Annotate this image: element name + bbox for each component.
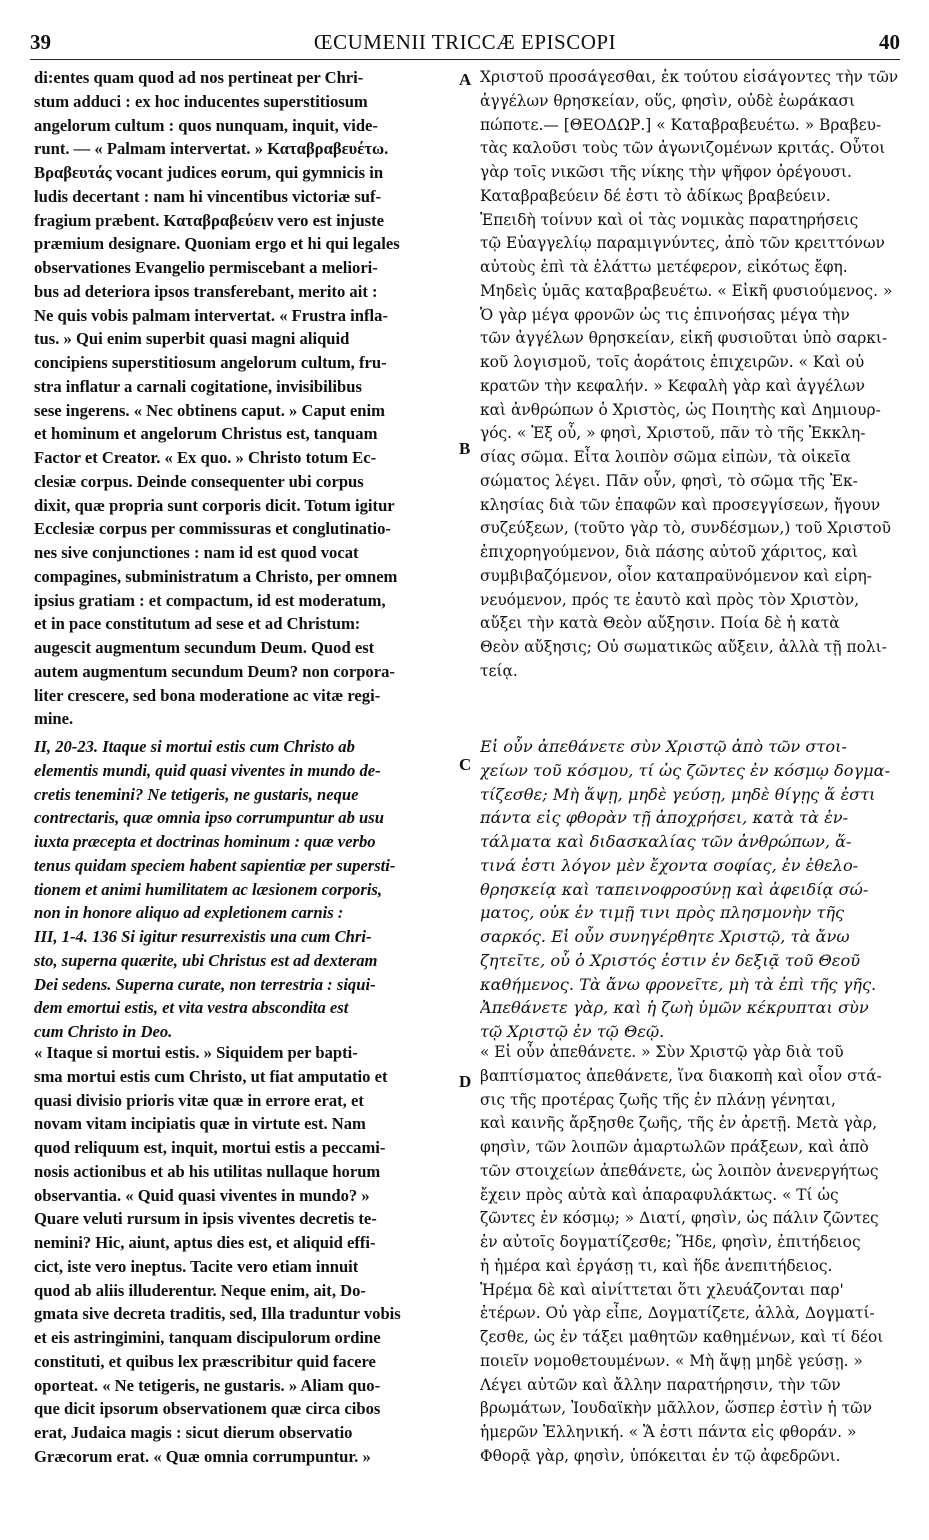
text-line: ζῶντες ἐν κόσμῳ; » Διατί, φησὶν, ὡς πάλιν ζῶντες: [480, 1209, 879, 1228]
text-line: iuxta præcepta et doctrinas hominum : quæ verbo: [34, 832, 376, 851]
text-line: autem augmentum secundum Deum? non corpora-: [34, 661, 395, 681]
text-line: Λέγει αὐτῶν καὶ ἄλλην παρατήρησιν, τὴν τῶν: [480, 1375, 841, 1394]
text-line: αὐτοὺς ἐπὶ τὰ ἐλάττω μετέφερον, εἰκότως ἔφη.: [480, 258, 848, 276]
text-line: stum adduci : ex hoc inducentes superstitiosum: [34, 91, 368, 111]
margin-letter-c: C: [459, 755, 472, 774]
text-line: sese ingerens. « Nec obtinens caput. » Caput enim: [34, 400, 385, 420]
text-line: « Εἰ οὖν ἀπεθάνετε. » Σὺν Χριστῷ γὰρ διὰ τοῦ: [480, 1043, 844, 1061]
text-line: stra inflatur a carnali cogitatione, invisibilibus: [34, 376, 362, 396]
text-line: liter crescere, sed bona moderatione ac vitæ regi-: [34, 685, 381, 705]
text-line: καὶ ἀνθρώπων ὁ Χριστὸς, ὡς Ποιητὴς καὶ Δημιουρ-: [480, 400, 881, 419]
text-line: observationes Evangelio permiscebant a meliori-: [34, 258, 378, 277]
text-line: Χριστοῦ προσάγεσθαι, ἐκ τούτου εἰσάγοντες τὴν τῶν: [480, 68, 899, 86]
text-line: θρησκείᾳ καὶ ταπεινοφροσύνῃ καὶ ἀφειδίᾳ σώ-: [480, 879, 869, 899]
text-line: ζητεῖτε, οὗ ὁ Χριστός ἐστιν ἐν δεξιᾷ τοῦ Θεοῦ: [480, 950, 861, 970]
text-line: τῷ Χριστῷ ἐν τῷ Θεῷ.: [480, 1022, 665, 1041]
text-line: πώποτε.— [ΘΕΟΔΩΡ.] « Καταβραβευέτω. » Βραβευ-: [480, 115, 882, 134]
text-line: sto, superna quærite, ubi Christus est ad dexteram: [34, 950, 378, 970]
text-line: τινά ἐστι λόγον μὲν ἔχοντα σοφίας, ἐν ἐθελο-: [480, 855, 859, 875]
text-line: nemini? Hic, aiunt, aptus dies est, et aliquid effi-: [34, 1233, 376, 1252]
text-line: III, 1-4. 136 Si igitur resurrexistis una cum Chri-: [34, 927, 372, 946]
text-line: quasi divisio prioris vitæ quæ in errore erat, et: [34, 1090, 364, 1110]
text-line: κρατῶν τὴν κεφαλήν. » Κεφαλὴ γὰρ καὶ ἀγγέλων: [480, 376, 865, 395]
text-line: ipsius gratiam : et compactum, id est moderatum,: [34, 590, 386, 610]
text-line: nosis actionibus et ab his utilitas nullaque horum: [34, 1161, 381, 1181]
text-line: πάντα εἰς φθορὰν τῇ ἀποχρήσει, κατὰ τὰ ἐν-: [480, 808, 849, 828]
text-line: clesiæ corpus. Deinde consequenter ubi corpus: [34, 471, 364, 491]
text-line: Ὁ γὰρ μέγα φρονῶν ὡς τις ἐπινοήσας μέγα τὴν: [480, 305, 850, 324]
page-number-right: 40: [879, 30, 900, 54]
text-line: Εἰ οὖν ἀπεθάνετε σὺν Χριστῷ ἀπὸ τῶν στοι-: [480, 737, 847, 756]
latin-commentary-top: [34, 66, 454, 731]
text-line: Καταβραβεύειν δέ ἐστι τὸ ἀδίκως βραβεύειν.: [480, 186, 831, 205]
text-line: Ἀπεθάνετε γὰρ, καὶ ἡ ζωὴ ὑμῶν κέκρυπται σὺν: [480, 998, 869, 1018]
text-line: Μηδεὶς ὑμᾶς καταβραβευέτω. « Εἰκῆ φυσιούμενος. »: [480, 281, 893, 300]
text-line: τάλματα καὶ διδασκαλίας τῶν ἀνθρώπων, ἅ-: [480, 832, 852, 851]
latin-commentary-bottom: [34, 1041, 454, 1469]
text-line: observantia. « Quid quasi viventes in mundo? »: [34, 1185, 370, 1205]
text-line: ἑτέρων. Οὐ γὰρ εἶπε, Δογματίζετε, ἀλλὰ, Δογματί-: [480, 1304, 875, 1323]
text-line: σις τῆς προτέρας ζωῆς τῆς ἐν πλάνῃ γένηται,: [480, 1090, 836, 1109]
text-line: sma mortui estis cum Christo, ut fiat amputatio et: [34, 1066, 388, 1086]
running-title: ŒCUMENII TRICCÆ EPISCOPI: [313, 30, 617, 54]
text-line: di:entes quam quod ad nos pertineat per Chri-: [34, 68, 364, 87]
text-line: Ἐπειδὴ τοίνυν καὶ οἱ τὰς νομικὰς παρατηρήσεις: [480, 210, 859, 229]
text-line: αὔξει τὴν κατὰ Θεὸν αὔξησιν. Ποία δὲ ἡ κατὰ: [480, 614, 840, 633]
text-line: τείᾳ.: [480, 661, 518, 680]
greek-scripture-verse: [480, 735, 905, 1044]
text-line: ζεσθε, ὡς ἐν τάξει μαθητῶν καθημένων, καὶ τί δέοι: [480, 1328, 884, 1346]
margin-letter-b: B: [459, 439, 471, 458]
latin-scripture-verse: [34, 735, 454, 1044]
greek-commentary-bottom: [480, 1041, 905, 1469]
text-line: elementis mundi, quid quasi viventes in mundo de-: [34, 760, 381, 780]
text-line: ἀγγέλων θρησκείαν, οὕς, φησὶν, οὐδὲ ἑωράκασι: [480, 91, 856, 110]
text-line: γός. « Ἐξ οὗ, » φησὶ, Χριστοῦ, πᾶν τὸ τῆς Ἐκκλη-: [480, 424, 866, 443]
text-line: dem emortui estis, et vita vestra abscondita est: [34, 998, 349, 1018]
text-line: Quare veluti rursum in ipsis viventes decretis te-: [34, 1209, 377, 1229]
text-line: Βραβευτάς vocant judices eorum, qui gymnicis in: [34, 163, 384, 182]
greek-commentary-top: [480, 66, 905, 684]
header-rule: [30, 59, 900, 60]
page-header: [30, 30, 900, 56]
text-line: tus. » Qui enim superbit quasi magni aliquid: [34, 329, 350, 349]
text-line: constituti, et quibus lex præscribitur quid facere: [34, 1351, 376, 1371]
text-line: Φθορᾷ γὰρ, φησὶν, ὑπόκειται ἐν τῷ ἀφεδρῶνι.: [480, 1446, 841, 1465]
text-line: σίας σῶμα. Εἶτα λοιπὸν σῶμα εἰπὼν, τὰ οἰκεῖα: [480, 448, 851, 466]
text-line: que dicit ipsorum observationem quæ circa cibos: [34, 1399, 381, 1419]
text-line: τῷ Εὐαγγελίῳ παραμιγνύντες, ἀπὸ τῶν κρειττόνων: [480, 234, 885, 253]
text-line: συμβιβαζόμενον, οἷον καταπραϋνόμενον καὶ εἰρη-: [480, 566, 872, 585]
text-line: ludis decertant : nam hi vincentibus victoriæ suf-: [34, 186, 382, 206]
text-line: angelorum cultum : quos nunquam, inquit, vide-: [34, 115, 378, 135]
text-line: tenus quidam speciem habent sapientiæ per supersti-: [34, 855, 396, 875]
text-line: mine.: [34, 709, 74, 729]
text-line: II, 20-23. Itaque si mortui estis cum Christo ab: [34, 737, 355, 756]
text-line: Ecclesiæ corpus per commissuras et conglutinatio-: [34, 519, 391, 539]
text-line: χείων τοῦ κόσμου, τί ὡς ζῶντες ἐν κόσμῳ δογμα-: [480, 760, 891, 780]
text-line: augescit augmentum secundum Deum. Quod est: [34, 638, 375, 657]
text-line: runt. — « Palmam intervertat. » Καταβραβευέτω.: [34, 139, 389, 159]
text-line: « Itaque si mortui estis. » Siquidem per bapti-: [34, 1043, 358, 1062]
text-line: nes sive conjunctiones : nam id est quod vocat: [34, 543, 359, 562]
text-line: Ne quis vobis palmam intervertat. « Frustra infla-: [34, 305, 388, 325]
text-line: cum Christo in Deo.: [34, 1022, 173, 1041]
text-line: βρωμάτων, Ἰουδαϊκὴν μᾶλλον, ὥσπερ ἐστὶν ἡ τῶν: [480, 1399, 873, 1418]
text-line: fragium præbent. Καταβραβεύειν vero est injuste: [34, 210, 385, 230]
text-line: tionem et animi humilitatem ac læsionem corporis,: [34, 879, 383, 899]
text-line: Ἠρέμα δὲ καὶ αἰνίττεται ὅτι χλευάζονται παρ': [480, 1280, 844, 1299]
text-line: et in pace constitutum ad sese et ad Christum:: [34, 614, 361, 634]
text-line: gmata sive decreta traditis, sed, Illa traduntur vobis: [34, 1304, 401, 1324]
text-line: non in honore aliquo ad expletionem carnis :: [34, 903, 344, 923]
text-line: τὰς καλοῦσι τοὺς τῶν ἀγωνιζομένων κριτάς. Οὗτοι: [480, 139, 886, 158]
text-line: oporteat. « Ne tetigeris, ne gustaris. » Aliam quo-: [34, 1375, 381, 1395]
text-line: præmium designare. Quoniam ergo et hi qui legales: [34, 234, 400, 254]
text-line: cict, iste vero ineptus. Tacite vero etiam innuit: [34, 1256, 359, 1276]
text-line: ποιεῖν νομοθετουμένων. « Μὴ ἅψῃ μηδὲ γεύσῃ. »: [480, 1351, 863, 1370]
text-line: ἡ ἡμέρα καὶ ἐργάσῃ τι, καὶ ἥδε ἀνεπιτήδειος.: [480, 1256, 833, 1275]
page-number-left: 39: [30, 30, 51, 54]
text-line: quod ab aliis illuderentur. Neque enim, ait, Do-: [34, 1280, 366, 1300]
margin-letter-d: D: [459, 1072, 472, 1091]
text-line: νευόμενον, πρός τε ἑαυτὸ καὶ πρὸς τὸν Χριστὸν,: [480, 590, 860, 609]
text-line: καὶ καινῆς ἄρξησθε ζωῆς, τῆς ἐν ἀρετῇ. Μετὰ γὰρ,: [480, 1114, 878, 1133]
text-line: ἐπιχορηγούμενον, διὰ πάσης αὐτοῦ χάριτος, καὶ: [480, 543, 858, 561]
text-line: ἡμερῶν Ἑλληνική. « Ἅ ἐστι πάντα εἰς φθοράν. »: [480, 1423, 857, 1441]
text-line: erat, Judaica magis : sicut dierum observatio: [34, 1423, 353, 1442]
text-line: σώματος λέγει. Πᾶν οὖν, φησὶ, τὸ σῶμα τῆς Ἐκ-: [480, 471, 858, 490]
text-line: ματος, οὐκ ἐν τιμῇ τινι πρὸς πλησμονὴν τῆς: [480, 903, 845, 923]
text-line: κοῦ λογισμοῦ, τοῖς ἀοράτοις ἐπιχειρῶν. « Καὶ οὐ: [480, 353, 865, 371]
text-line: cretis tenemini? Ne tetigeris, ne gustaris, neque: [34, 784, 359, 804]
text-line: contrectaris, quæ omnia ipso corrumpuntur ab usu: [34, 808, 384, 828]
margin-letter-a: A: [459, 70, 472, 89]
text-line: γὰρ τοῖς νικῶσι τῆς νίκης τὴν ψῆφον ὀρέγουσι.: [480, 163, 852, 181]
text-line: et hominum et angelorum Christus est, tanquam: [34, 424, 378, 444]
text-line: compagines, subministratum a Christo, per omnem: [34, 566, 398, 586]
text-line: Θεὸν αὔξησις; Οὐ σωματικῶς αὔξειν, ἀλλὰ τῇ πολι-: [480, 638, 887, 656]
text-line: τῶν στοιχείων ἀπεθάνετε, ὡς λοιπὸν ἀνενεργήτως: [480, 1161, 879, 1180]
text-line: φησὶν, τῶν λοιπῶν ἁμαρτωλῶν πράξεων, καὶ ἀπὸ: [480, 1138, 869, 1156]
text-line: novam vitam incipiatis quæ in virtute est. Nam: [34, 1114, 366, 1134]
text-line: et eis astringimini, tanquam discipulorum ordine: [34, 1328, 381, 1347]
text-line: ἐν αὐτοῖς δογματίζεσθε; Ἥδε, φησὶν, ἐπιτήδειος: [480, 1233, 861, 1251]
text-line: βαπτίσματος ἀπεθάνετε, ἵνα διακοπὴ καὶ οἷον στά-: [480, 1066, 882, 1085]
text-line: τίζεσθε; Μὴ ἅψῃ, μηδὲ γεύσῃ, μηδὲ θίγῃς ἅ ἐστι: [480, 784, 876, 804]
text-line: καθήμενος. Τὰ ἄνω φρονεῖτε, μὴ τὰ ἐπὶ τῆς γῆς.: [480, 974, 877, 994]
text-line: bus ad deteriora ipsos transferebant, merito ait :: [34, 281, 378, 301]
text-line: ἔχειν πρὸς αὐτὰ καὶ ἀπαραφυλάκτως. « Τί ὡς: [480, 1185, 839, 1204]
text-line: Dei sedens. Superna curate, non terrestria : siqui-: [34, 974, 376, 994]
text-line: σαρκός. Εἰ οὖν συνηγέρθητε Χριστῷ, τὰ ἄνω: [480, 927, 850, 946]
text-line: συζεύξεων, (τοῦτο γὰρ τὸ, συνδέσμων,) τοῦ Χριστοῦ: [480, 519, 891, 538]
text-line: Græcorum erat. « Quæ omnia corrumpuntur. »: [34, 1446, 371, 1466]
text-line: τῶν ἀγγέλων θρησκείαν, εἰκῆ φυσιοῦται ὑπὸ σαρκι-: [480, 329, 888, 348]
text-line: dixit, quæ propria sunt corporis dicit. Totum igitur: [34, 495, 395, 515]
text-line: quod reliquum est, inquit, mortui estis a peccami-: [34, 1138, 386, 1157]
text-line: Factor et Creator. « Ex quo. » Christo totum Ec-: [34, 448, 377, 467]
text-line: κλησίας διὰ τῶν ἐπαφῶν καὶ προσεγγίσεων, ἤγουν: [480, 495, 881, 514]
text-line: concipiens superstitiosum angelorum cultum, fru-: [34, 353, 387, 372]
